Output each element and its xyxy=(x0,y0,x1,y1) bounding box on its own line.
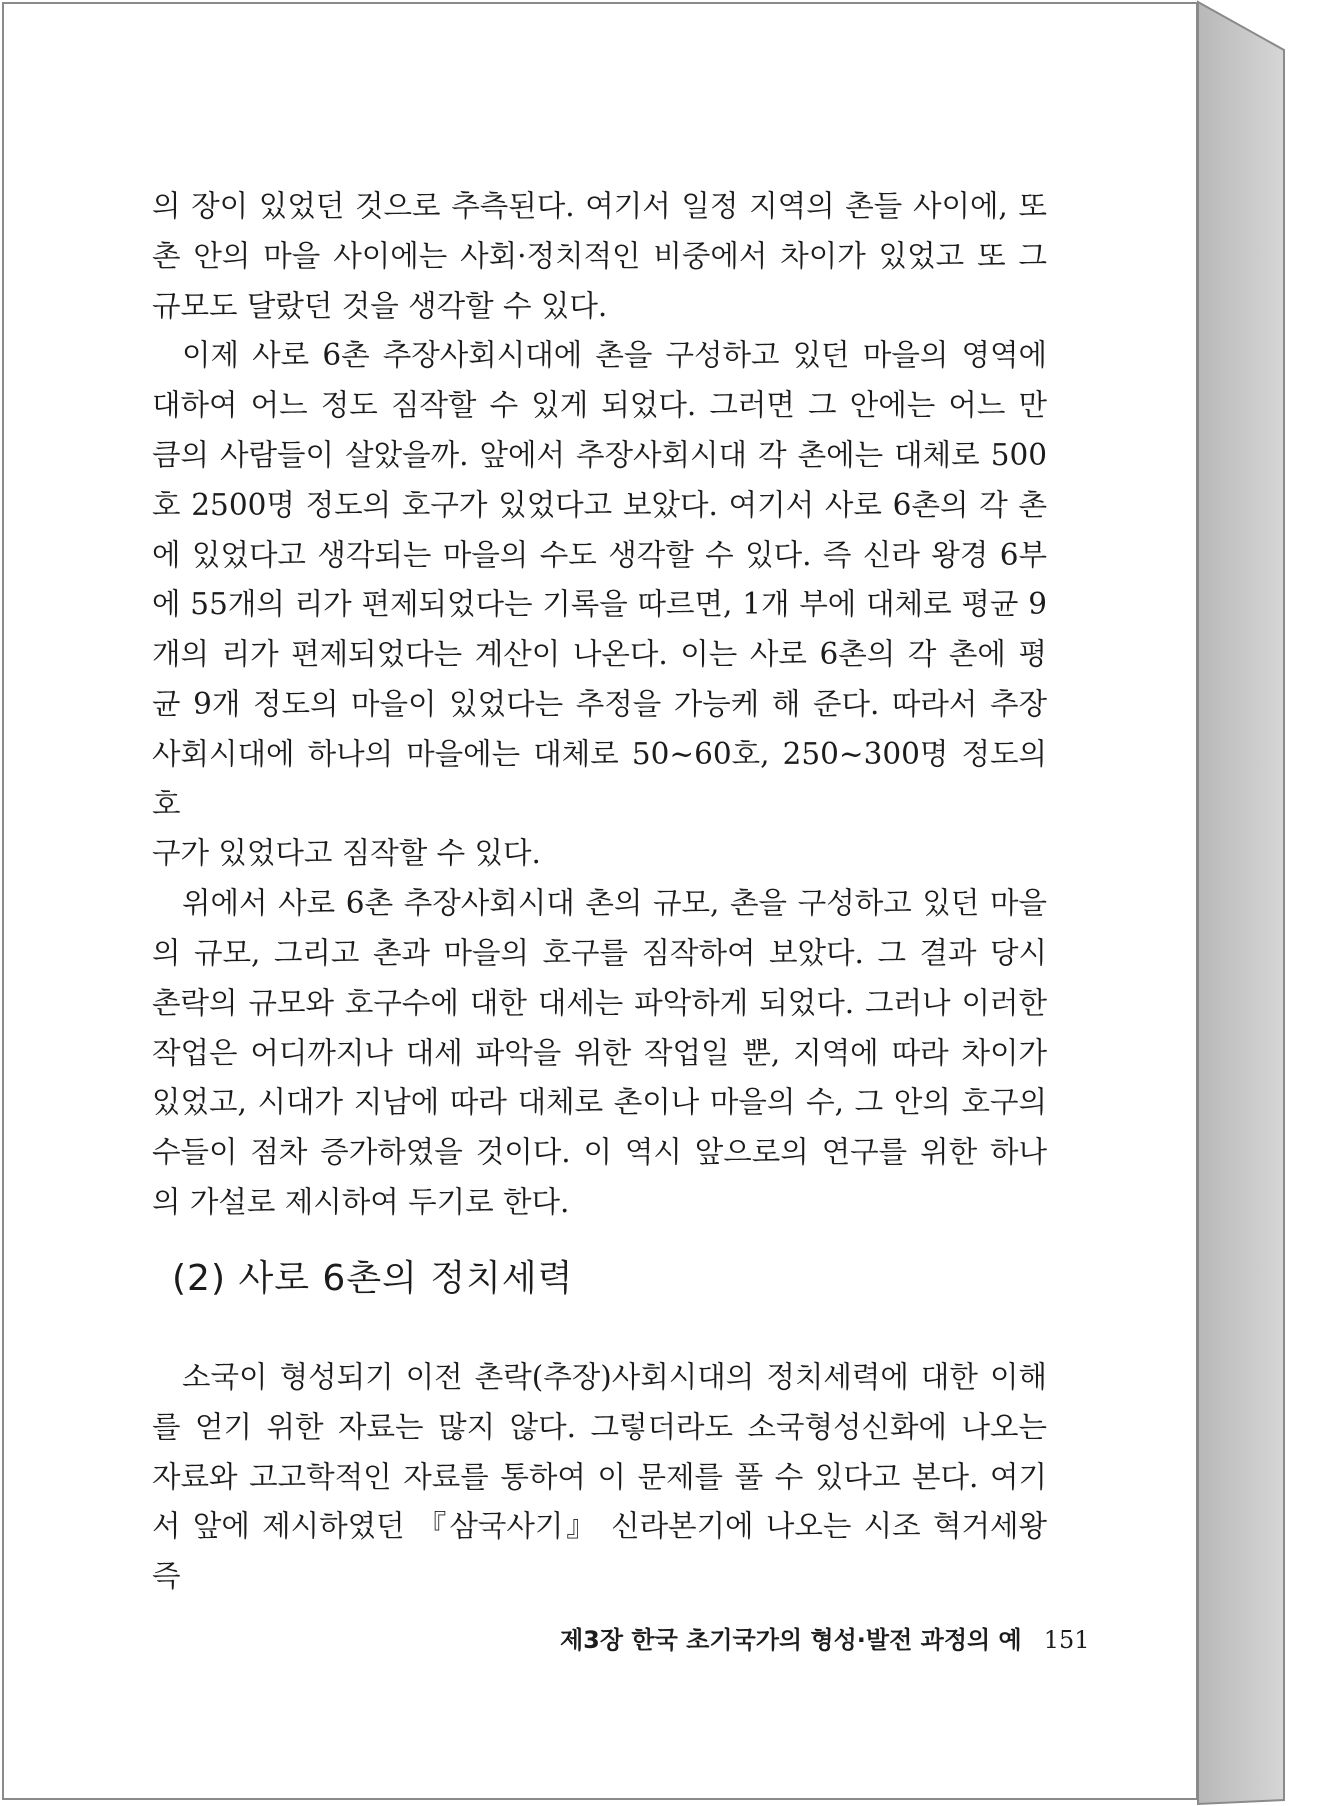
text-line: 촌 안의 마을 사이에는 사회·정치적인 비중에서 차이가 있었고 또 그 xyxy=(152,238,1047,273)
text-line: 규모도 달랐던 것을 생각할 수 있다. xyxy=(152,288,608,323)
section-heading: (2) 사로 6촌의 정치세력 xyxy=(172,1258,574,1299)
text-line: 자료와 고고학적인 자료를 통하여 이 문제를 풀 수 있다고 본다. 여기 xyxy=(152,1459,1047,1494)
paragraph-2 xyxy=(152,331,1047,879)
text-line: 대하여 어느 정도 짐작할 수 있게 되었다. 그러면 그 안에는 어느 만 xyxy=(152,388,1047,423)
paragraph-3 xyxy=(152,879,1047,1228)
text-line: 호 2500명 정도의 호구가 있었다고 보았다. 여기서 사로 6촌의 각 촌 xyxy=(152,487,1047,522)
text-line: 있었고, 시대가 지남에 따라 대체로 촌이나 마을의 수, 그 안의 호구의 xyxy=(152,1085,1047,1120)
page-footer xyxy=(560,1620,1090,1655)
text-line: 의 규모, 그리고 촌과 마을의 호구를 짐작하여 보았다. 그 결과 당시 xyxy=(152,935,1047,970)
text-line: 에 있었다고 생각되는 마을의 수도 생각할 수 있다. 즉 신라 왕경 6부 xyxy=(152,537,1047,572)
running-footer-chapter: 제3장 한국 초기국가의 형성·발전 과정의 예 xyxy=(560,1626,1022,1654)
text-line: 구가 있었다고 짐작할 수 있다. xyxy=(152,836,541,871)
text-line: 균 9개 정도의 마을이 있었다는 추정을 가능케 해 준다. 따라서 추장 xyxy=(152,686,1047,721)
text-line: 서 앞에 제시하였던 『삼국사기』 신라본기에 나오는 시조 혁거세왕 즉 xyxy=(152,1509,1047,1594)
paragraph-4 xyxy=(152,1353,1047,1602)
text-line: 를 얻기 위한 자료는 많지 않다. 그렇더라도 소국형성신화에 나오는 xyxy=(152,1409,1047,1444)
text-line: 큼의 사람들이 살았을까. 앞에서 추장사회시대 각 촌에는 대체로 500 xyxy=(152,437,1047,472)
text-line: 사회시대에 하나의 마을에는 대체로 50~60호, 250~300명 정도의 호 xyxy=(152,736,1047,821)
text-line: 에 55개의 리가 편제되었다는 기록을 따르면, 1개 부에 대체로 평균 9 xyxy=(152,587,1047,622)
text-line: 개의 리가 편제되었다는 계산이 나온다. 이는 사로 6촌의 각 촌에 평 xyxy=(152,637,1047,672)
text-line: 위에서 사로 6촌 추장사회시대 촌의 규모, 촌을 구성하고 있던 마을 xyxy=(182,886,1047,921)
text-line: 이제 사로 6촌 추장사회시대에 촌을 구성하고 있던 마을의 영역에 xyxy=(182,338,1047,373)
text-line: 작업은 어디까지나 대세 파악을 위한 작업일 뿐, 지역에 따라 차이가 xyxy=(152,1035,1047,1070)
text-line: 소국이 형성되기 이전 촌락(추장)사회시대의 정치세력에 대한 이해 xyxy=(182,1360,1047,1394)
paragraph-1 xyxy=(152,182,1047,331)
text-line: 수들이 점차 증가하였을 것이다. 이 역시 앞으로의 연구를 위한 하나 xyxy=(152,1135,1047,1170)
text-line: 의 가설로 제시하여 두기로 한다. xyxy=(152,1184,570,1219)
page-number: 151 xyxy=(1043,1626,1090,1654)
text-line: 의 장이 있었던 것으로 추측된다. 여기서 일정 지역의 촌들 사이에, 또 xyxy=(152,189,1047,223)
body-text-top xyxy=(152,182,1047,1228)
body-text-bottom xyxy=(152,1353,1047,1602)
text-line: 촌락의 규모와 호구수에 대한 대세는 파악하게 되었다. 그러나 이러한 xyxy=(152,985,1047,1020)
